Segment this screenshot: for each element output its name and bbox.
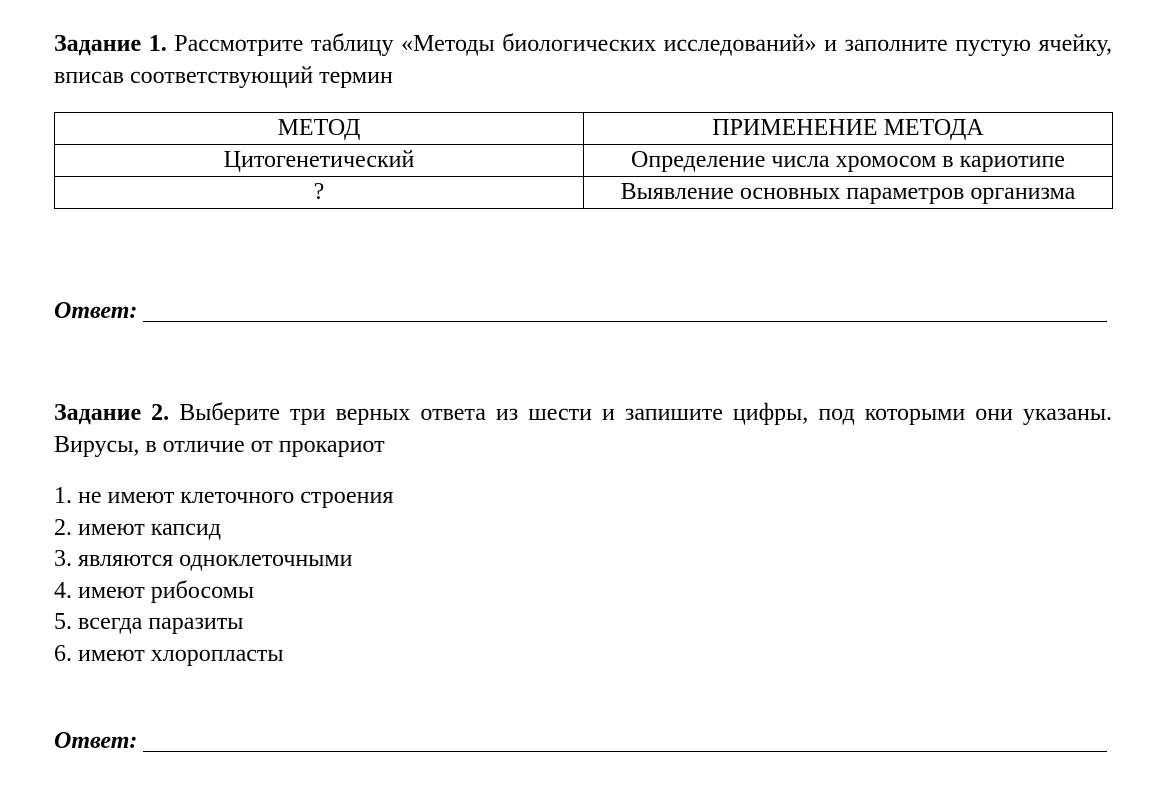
list-item: 1. не имеют клеточного строения [54,483,394,509]
methods-table [54,112,1113,209]
task1-body: Рассмотрите таблицу «Методы биологических исследований» и заполните пустую ячейку, вписав соответствующий термин [54,31,1112,89]
list-item: 3. являются одноклеточными [54,546,353,572]
list-item: 4. имеют рибосомы [54,577,254,604]
list-item: 2. имеют капсид [54,514,221,541]
answer-blank-line[interactable] [143,297,1107,322]
header-application: ПРИМЕНЕНИЕ МЕТОДА [584,113,1113,145]
list-item: 6. имеют хлоропласты [54,640,284,667]
table-header-row [55,113,1113,145]
list-item: 5. всегда паразиты [54,609,244,635]
answer-blank-line[interactable] [143,727,1107,752]
cell-method-blank: ? [55,177,584,209]
table-row [55,177,1113,209]
header-method: МЕТОД [55,113,584,145]
task2-statement [54,397,1112,461]
task2-body: Выберите три верных ответа из шести и запишите цифры, под которыми они указаны. Вирусы, в отличие от прокариот [54,400,1112,458]
task1-title: Задание 1. [54,31,167,57]
task2-title: Задание 2. [54,400,170,426]
answer-field-task1 [54,292,1112,326]
task1-statement [54,28,1112,92]
cell-method: Цитогенетический [55,145,584,177]
cell-application: Выявление основных параметров организма [584,177,1113,209]
table-row [55,145,1113,177]
cell-application: Определение числа хромосом в кариотипе [584,145,1113,177]
answer-field-task2 [54,722,1112,756]
answer-label: Ответ: [54,298,138,324]
task2-options-list [54,481,393,670]
answer-label: Ответ: [54,728,138,754]
